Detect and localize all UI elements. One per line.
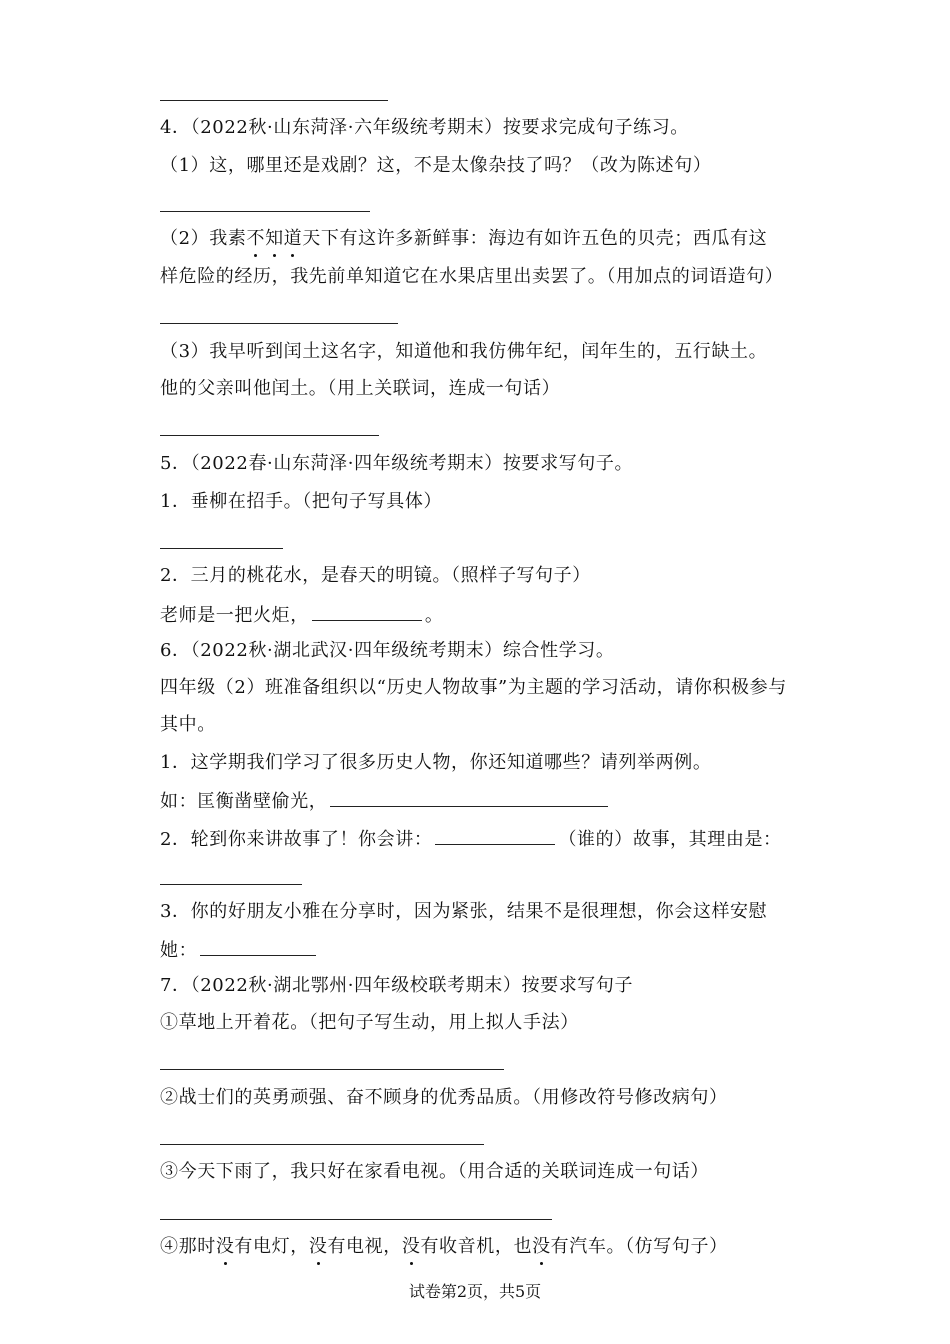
dotted-char: 道 (283, 228, 303, 249)
fill-blank[interactable] (200, 937, 316, 956)
q6-s2-text-a: 2．轮到你来讲故事了！你会讲： (160, 829, 433, 850)
q6-sentence1: 1．这学期我们学习了很多历史人物，你还知道哪些？请列举两例。 (160, 752, 712, 773)
answer-line (160, 1144, 484, 1145)
example-prefix: 老师是一把火炬， (160, 605, 309, 626)
q4-part2-text-a: （2）我素 (160, 228, 247, 249)
q6-sentence1-example (160, 788, 611, 814)
page-footer: 试卷第2页，共5页 (408, 1282, 542, 1301)
q6-header: 6．（2022秋·湖北武汉·四年级统考期末）综合性学习。 (160, 640, 615, 661)
q4-part2-text-b: 天下有这许多新鲜事：海边有如许五色的贝壳；西瓜有这 (302, 228, 768, 249)
fill-blank[interactable] (435, 826, 555, 845)
q6-sentence3-line2 (160, 937, 319, 963)
dotted-char: 知 (265, 228, 284, 249)
text-segment: ④那时 (160, 1236, 216, 1257)
q6-sentence2 (160, 826, 782, 852)
q6-s2-text-b: （谁的）故事，其理由是： (558, 829, 782, 850)
q5-sentence2: 2．三月的桃花水，是春天的明镜。（照样子写句子） (160, 565, 591, 586)
q7-header: 7．（2022秋·湖北鄂州·四年级校联考期末）按要求写句子 (160, 975, 634, 996)
q4-part3-line1: （3）我早听到闰土这名字，知道他和我仿佛年纪，闰年生的，五行缺土。 (160, 341, 768, 362)
answer-line (160, 100, 388, 101)
q7-sentence1: ①草地上开着花。（把句子写生动，用上拟人手法） (160, 1012, 579, 1033)
text-segment: 有汽车。（仿写句子） (550, 1236, 728, 1257)
dotted-char: 不 (246, 228, 266, 249)
q7-sentence3: ③今天下雨了，我只好在家看电视。（用合适的关联词连成一句话） (160, 1161, 709, 1182)
answer-line (160, 211, 370, 212)
q6-s3-text: 她： (160, 940, 198, 961)
text-segment: 有电视， (327, 1236, 402, 1257)
q4-part2-line2: 样危险的经历，我先前单知道它在水果店里出卖罢了。（用加点的词语造句） (160, 266, 784, 287)
dotted-char: 没 (308, 1236, 328, 1257)
q6-intro-line2: 其中。 (160, 714, 216, 735)
q4-part2-line1 (160, 227, 767, 251)
answer-line (160, 323, 398, 324)
q5-sentence2-example (160, 602, 443, 628)
answer-line (160, 435, 379, 436)
q6-sentence3-line1: 3．你的好朋友小雅在分享时，因为紧张，结果不是很理想，你会这样安慰 (160, 901, 768, 922)
q7-sentence4 (160, 1235, 728, 1259)
q5-sentence1: 1．垂柳在招手。（把句子写具体） (160, 491, 443, 512)
answer-line (160, 1069, 504, 1070)
q5-header: 5．（2022春·山东菏泽·四年级统考期末）按要求写句子。 (160, 453, 634, 474)
q7-sentence2: ②战士们的英勇顽强、奋不顾身的优秀品质。（用修改符号修改病句） (160, 1087, 728, 1108)
answer-line (160, 548, 283, 549)
q4-part3-line2: 他的父亲叫他闰土。（用上关联词，连成一句话） (160, 378, 561, 399)
text-segment: 有收音机，也 (420, 1236, 533, 1257)
q6-intro-line1: 四年级（2）班准备组织以“历史人物故事”为主题的学习活动，请你积极参与 (160, 677, 787, 698)
answer-line (160, 1219, 552, 1220)
fill-blank[interactable] (312, 602, 422, 621)
fill-blank[interactable] (330, 788, 608, 807)
dotted-char: 没 (401, 1236, 421, 1257)
text-segment: 有电灯， (234, 1236, 309, 1257)
q4-part1: （1）这，哪里还是戏剧？这，不是太像杂技了吗？（改为陈述句） (160, 155, 712, 176)
q4-header: 4．（2022秋·山东菏泽·六年级统考期末）按要求完成句子练习。 (160, 117, 689, 138)
example-suffix: 。 (424, 605, 444, 626)
dotted-char: 没 (215, 1236, 235, 1257)
dotted-char: 没 (532, 1236, 551, 1257)
answer-line (160, 884, 302, 885)
example-prefix: 如：匡衡凿壁偷光， (160, 791, 328, 812)
